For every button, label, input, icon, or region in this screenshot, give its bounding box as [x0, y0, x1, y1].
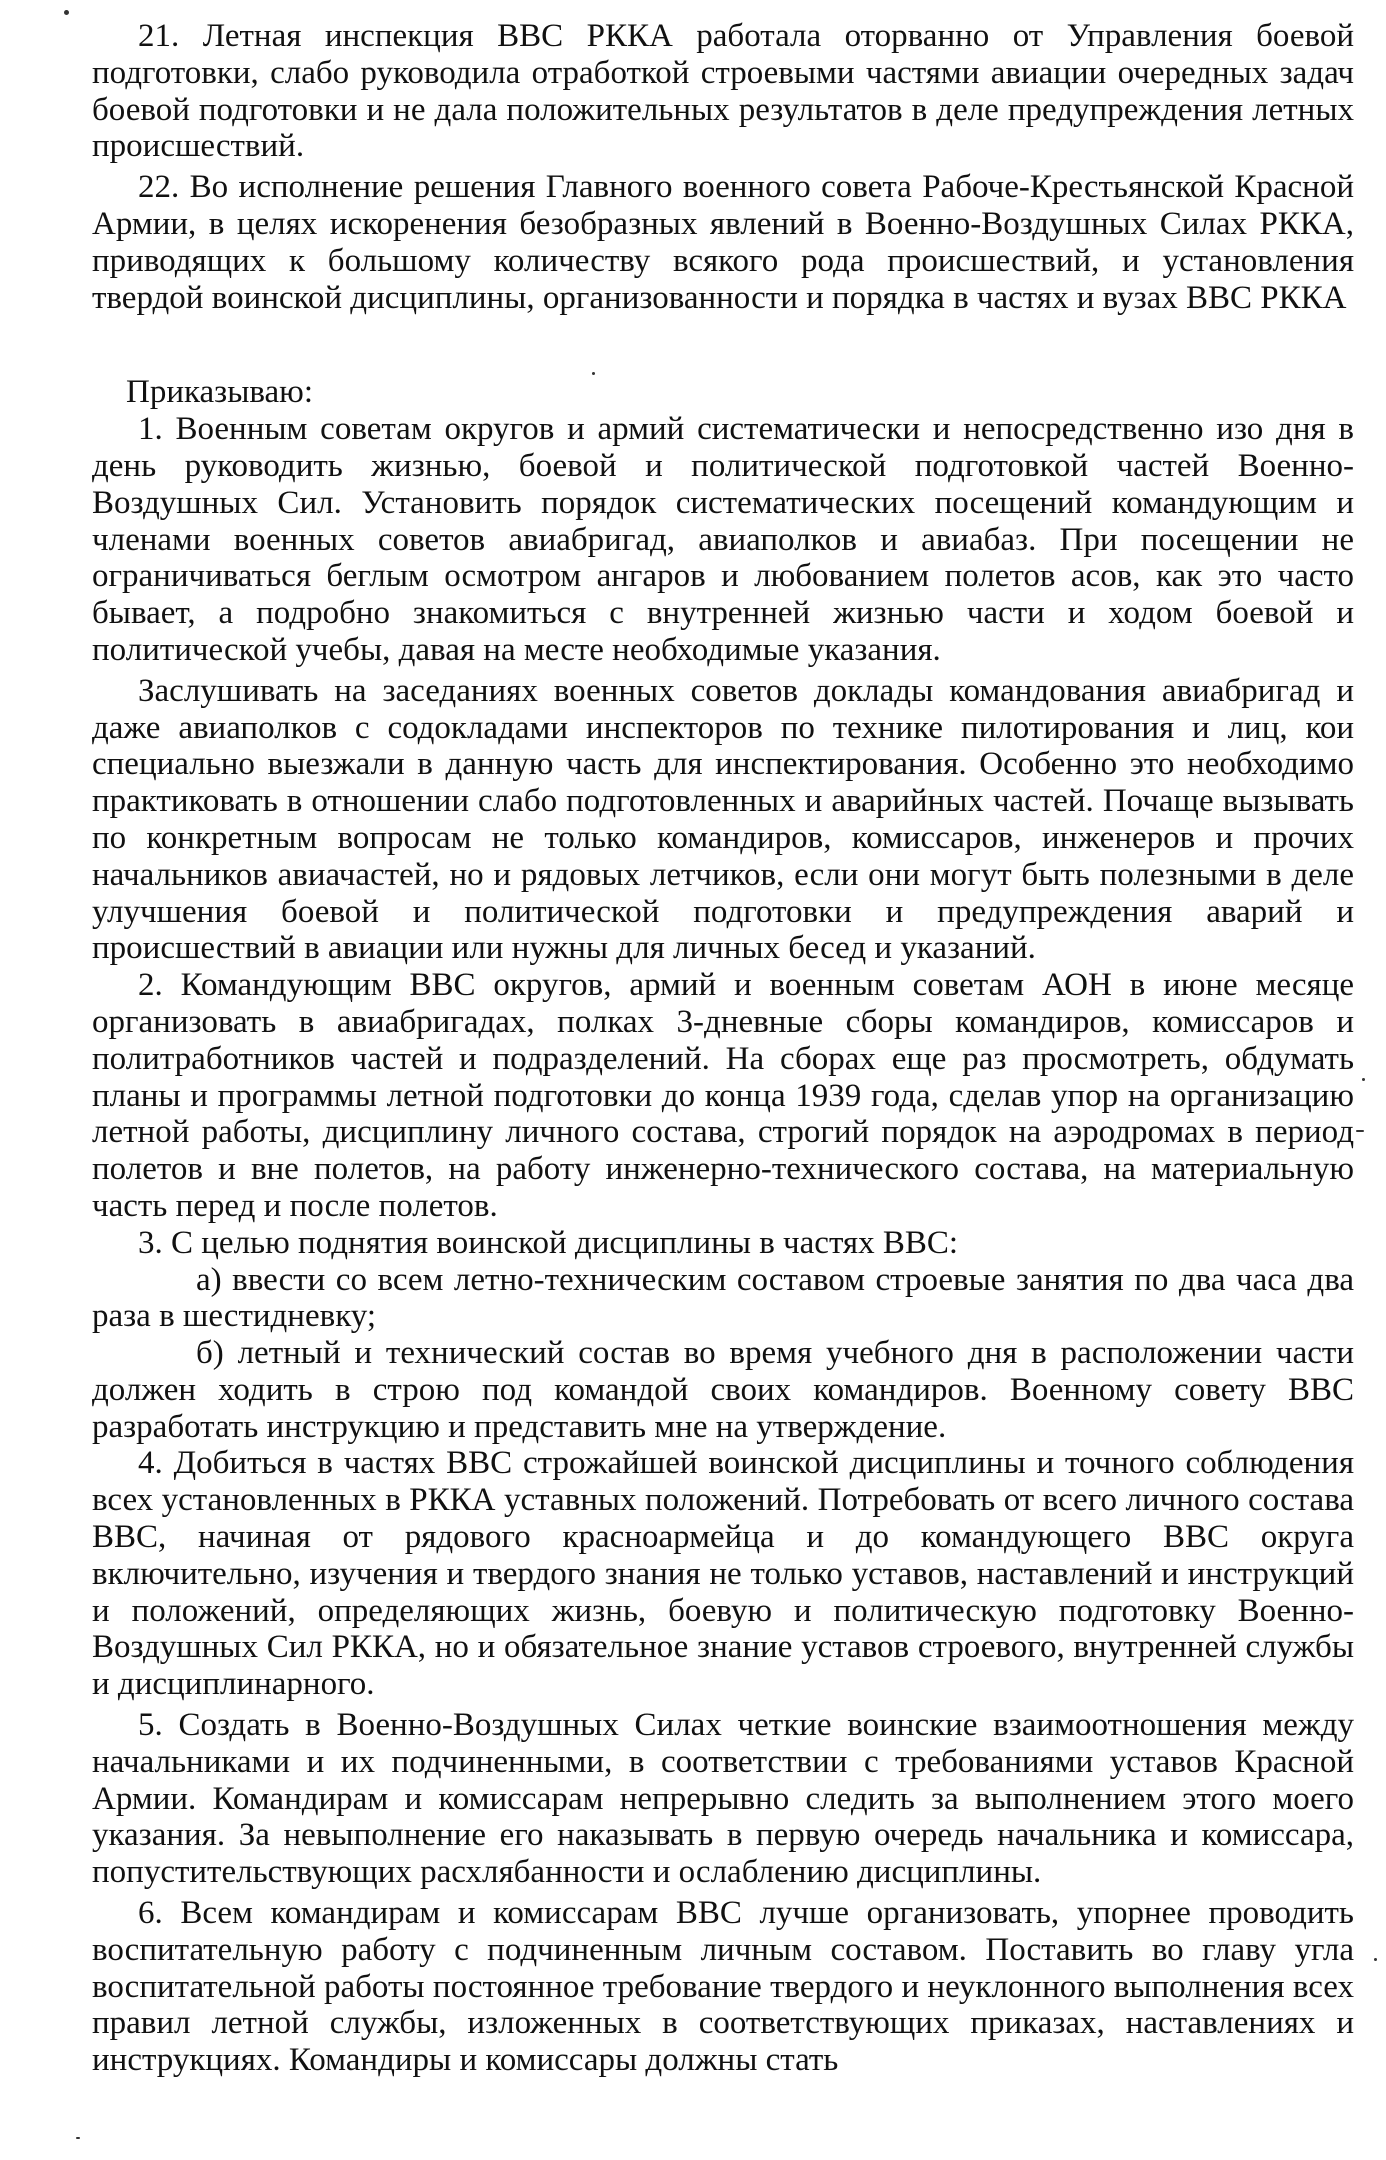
- scan-speck: [64, 10, 69, 15]
- scan-speck: [1356, 1130, 1364, 1132]
- scan-speck: [592, 372, 595, 375]
- paragraph-21: 21. Летная инспекция ВВС РККА работала оторванно от Управления боевой подготовки, слабо руководила отработкой строевыми частями авиации очередных задач боевой подготовки и не дала положительных результатов в деле предупреждения летных происшествий.: [92, 18, 1354, 165]
- order-item-3: 3. С целью поднятия воинской дисциплины в частях ВВС:: [138, 1224, 959, 1261]
- order-item-5: 5. Создать в Военно-Воздушных Силах четкие воинские взаимоотношения между начальниками и их подчиненными, в соответствии с требованиями уставов Красной Армии. Командирам и комиссарам непрерывно следить за выполнением этого моего указания. За невыполнение его наказывать в первую очередь начальника и комиссара, попустительствующих расхлябанности и ослаблению дисциплины.: [92, 1707, 1354, 1891]
- order-item-4: 4. Добиться в частях ВВС строжайшей воинской дисциплины и точного соблюдения всех установленных в РККА уставных положений. Потребовать от всего личного состава ВВС, начиная от рядового красноармейца и до командующего ВВС округа включительно, изучения и твердого знания не только уставов, наставлений и инструкций и положений, определяющих жизнь, боевую и политическую подготовку Военно-Воздушных Сил РККА, но и обязательное знание уставов строевого, внутренней службы и дисциплинарного.: [92, 1445, 1354, 1703]
- scan-speck: [76, 2137, 80, 2139]
- document-page: [92, 18, 1354, 2079]
- order-item-3b: б) летный и технический состав во время учебного дня в расположении части должен ходить в строю под командой своих командиров. Военному совету ВВС разработать инструкцию и представить мне на утверждение.: [92, 1335, 1354, 1445]
- order-item-1: 1. Военным советам округов и армий систематически и непосредственно изо дня в день руководить жизнью, боевой и политической подготовкой частей Военно-Воздушных Сил. Установить порядок систематических посещений командующим и членами военных советов авиабригад, авиаполков и авиабаз. При посещении не ограничиваться беглым осмотром ангаров и любованием полетов асов, как это часто бывает, а подробно знакомиться с внутренней жизнью части и ходом боевой и политической учебы, давая на месте необходимые указания.: [92, 411, 1354, 668]
- scan-speck: [1362, 1078, 1365, 1081]
- order-item-3a: а) ввести со всем летно-техническим составом строевые занятия по два часа два раза в шестидневку;: [92, 1261, 1354, 1335]
- scan-speck: [1374, 1958, 1377, 1961]
- order-heading: Приказываю:: [126, 374, 313, 411]
- paragraph-22: 22. Во исполнение решения Главного военного совета Рабоче-Крестьянской Красной Армии, в целях искоренения безобразных явлений в Военно-Воздушных Силах РККА, приводящих к большому количеству всякого рода происшествий, и установления твердой воинской дисциплины, организованности и порядка в частях и вузах ВВС РККА: [92, 169, 1354, 316]
- order-item-2: 2. Командующим ВВС округов, армий и военным советам АОН в июне месяце организовать в авиабригадах, полках 3-дневные сборы командиров, комиссаров и политработников частей и подразделений. На сборах еще раз просмотреть, обдумать планы и программы летной подготовки до конца 1939 года, сделав упор на организацию летной работы, дисциплину личного состава, строгий порядок на аэродромах в период полетов и вне полетов, на работу инженерно-технического состава, на материальную часть перед и после полетов.: [92, 967, 1354, 1224]
- order-item-1-continuation: Заслушивать на заседаниях военных советов доклады командования авиабригад и даже авиаполков с содокладами инспекторов по технике пилотирования и лиц, кои специально выезжали в данную часть для инспектирования. Особенно это необходимо практиковать в отношении слабо подготовленных и аварийных частей. Почаще вызывать по конкретным вопросам не только командиров, комиссаров, инженеров и прочих начальников авиачастей, но и рядовых летчиков, если они могут быть полезными в деле улучшения боевой и политической подготовки и предупреждения аварий и происшествий в авиации или нужны для личных бесед и указаний.: [92, 672, 1354, 967]
- order-item-6: 6. Всем командирам и комиссарам ВВС лучше организовать, упорнее проводить воспитательную работу с подчиненным личным составом. Поставить во главу угла воспитательной работы постоянное требование твердого и неуклонного выполнения всех правил летной службы, изложенных в соответствующих приказах, наставлениях и инструкциях. Командиры и комиссары должны стать: [92, 1895, 1354, 2079]
